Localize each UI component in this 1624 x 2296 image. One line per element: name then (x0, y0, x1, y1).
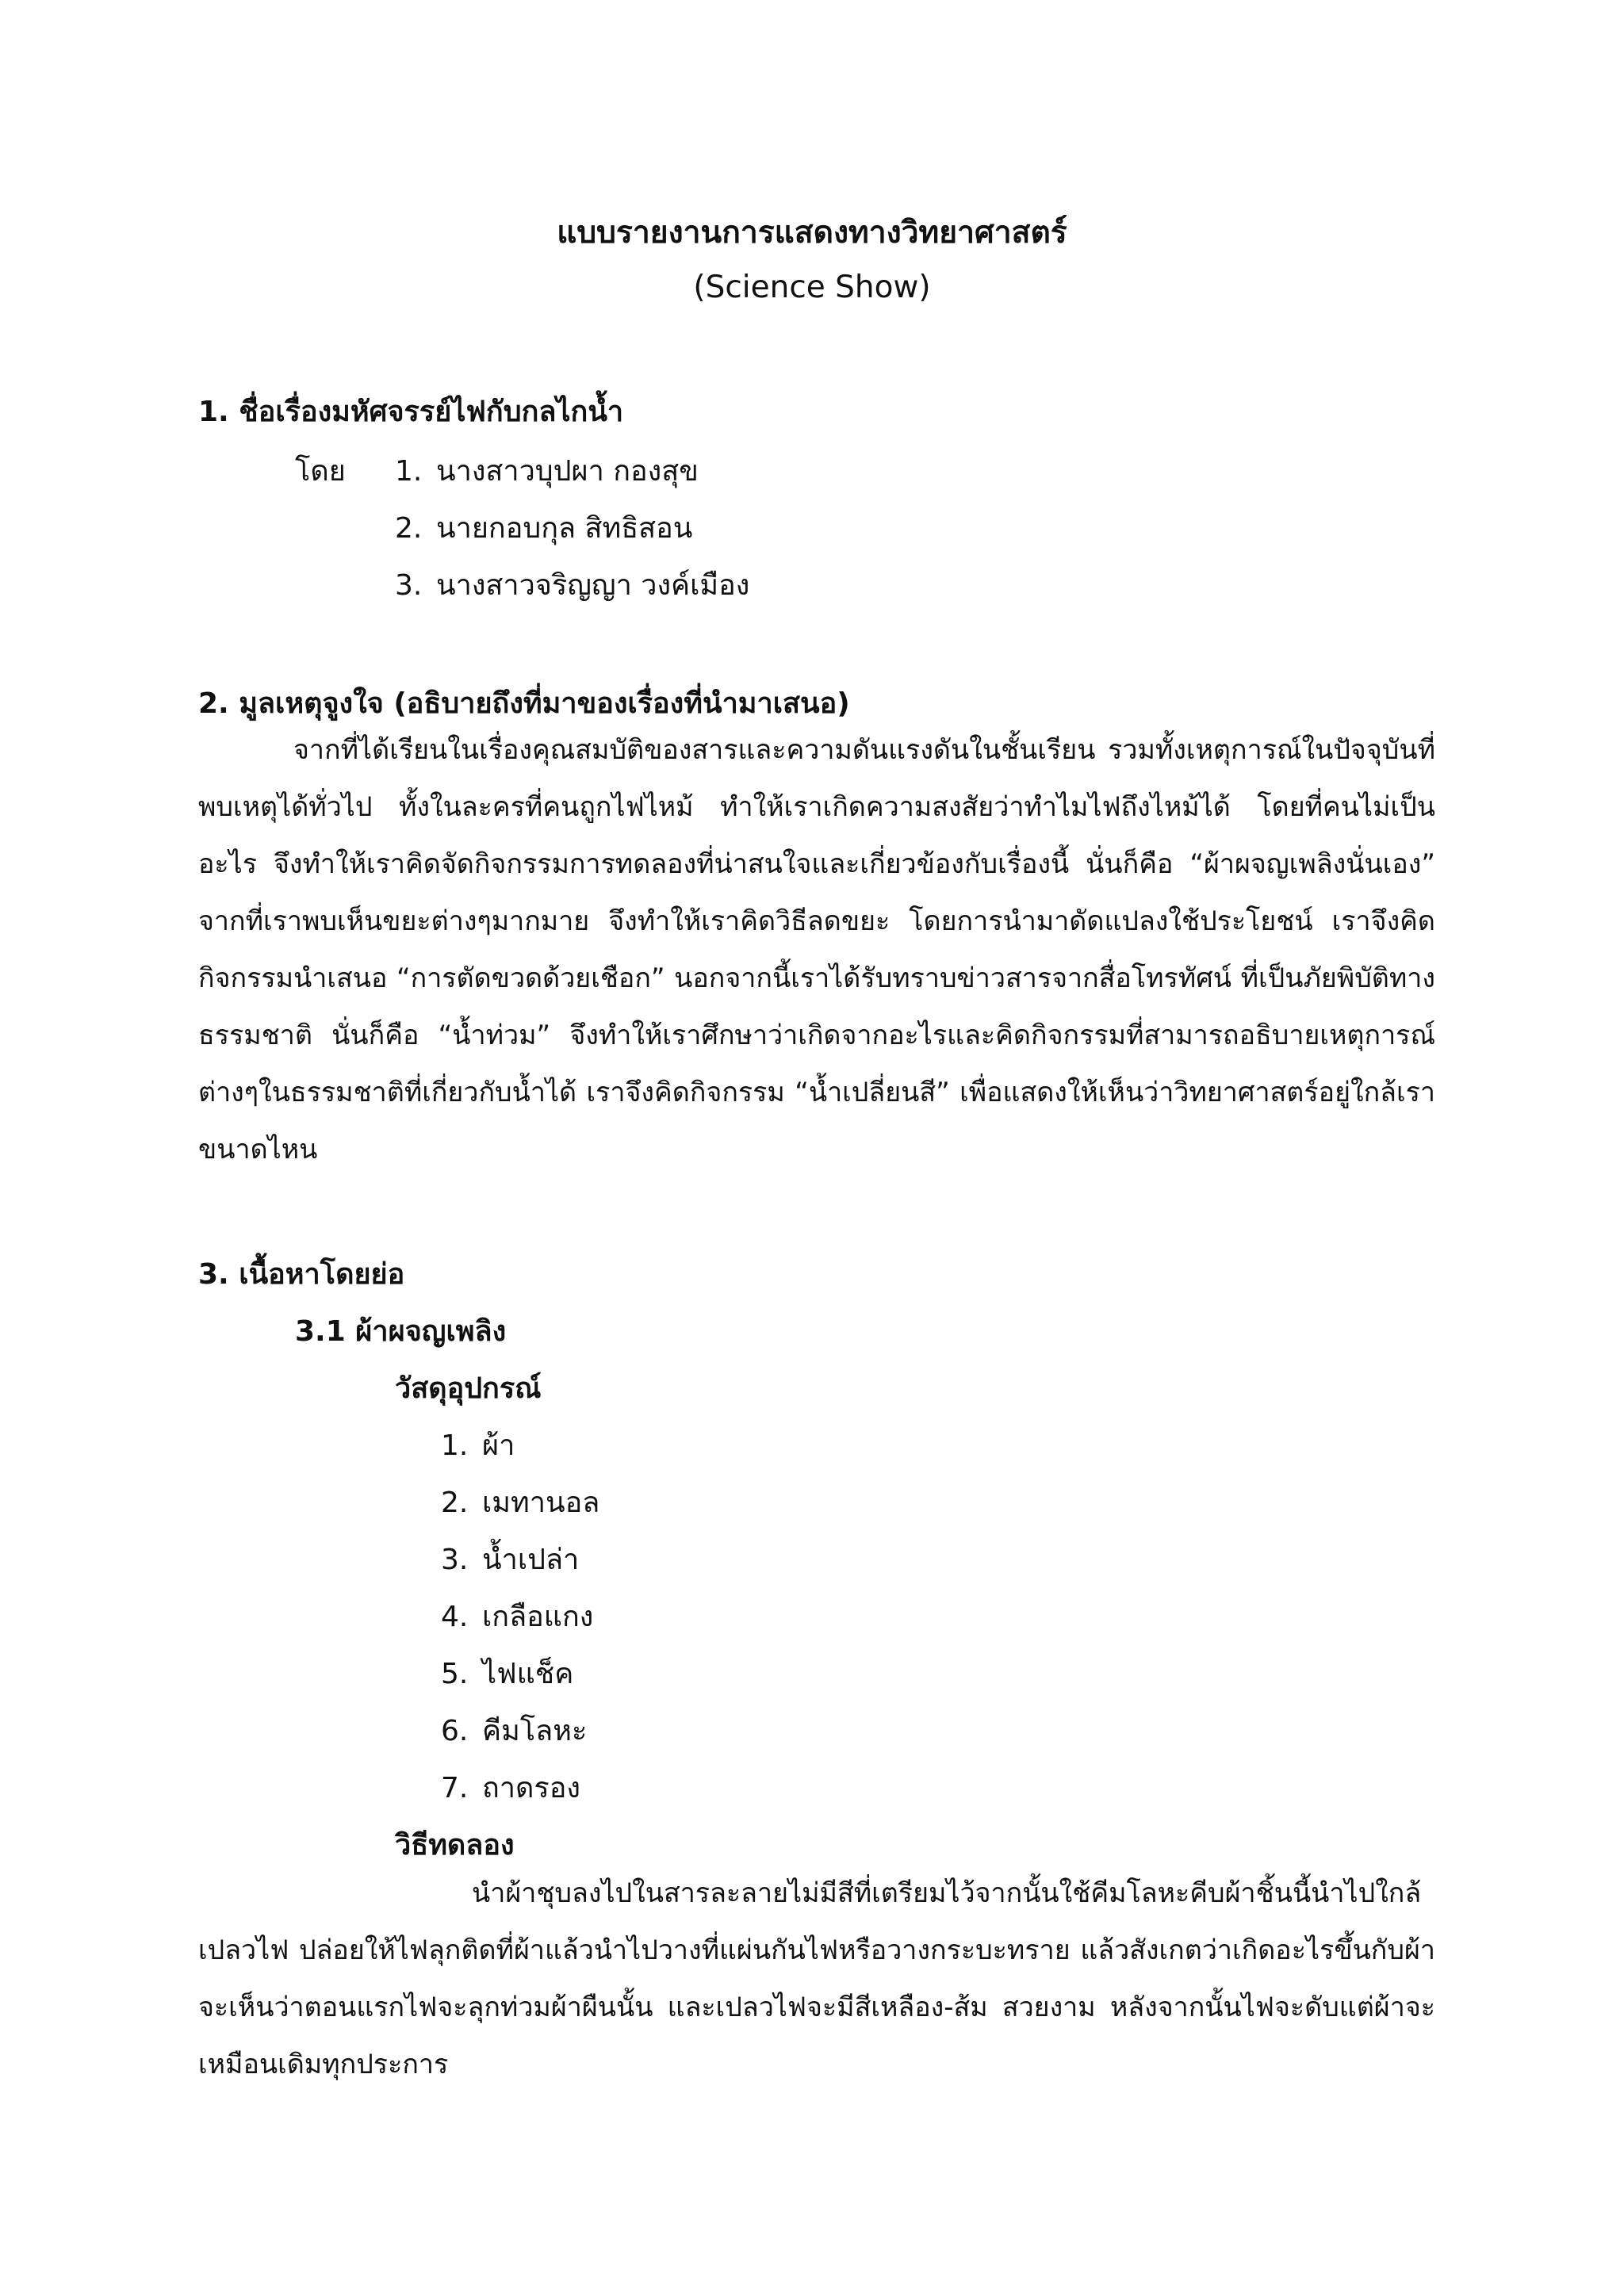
material-name: เกลือแกง (482, 1601, 594, 1633)
material-number: 3. (441, 1544, 469, 1576)
material-number: 4. (441, 1601, 469, 1633)
document-title: แบบรายงานการแสดงทางวิทยาศาสตร์ (557, 215, 1067, 251)
material-item (441, 1594, 593, 1639)
material-name: ถาดรอง (482, 1772, 580, 1804)
section2-heading: 2. มูลเหตุจูงใจ (อธิบายถึงที่มาของเรื่องที่นำมาเสนอ) (198, 687, 850, 720)
material-item (441, 1536, 579, 1582)
section3-heading: 3. เนื้อหาโดยย่อ (198, 1258, 405, 1291)
material-item (441, 1708, 587, 1753)
document-subtitle: (Science Show) (693, 270, 931, 305)
material-item (441, 1765, 580, 1810)
material-item (441, 1651, 573, 1696)
subsection-3-1-heading: 3.1 ผ้าผจญเพลิง (295, 1315, 507, 1348)
method-heading: วิธีทดลอง (395, 1829, 515, 1862)
material-number: 1. (441, 1429, 469, 1462)
author-number: 2. (395, 512, 423, 545)
author-name: นายกอบกุล สิทธิสอน (436, 512, 693, 545)
author-2 (395, 505, 692, 550)
materials-heading: วัสดุอุปกรณ์ (395, 1372, 542, 1405)
material-name: ไฟแช็ค (482, 1658, 574, 1690)
author-number: 1. (395, 455, 423, 488)
author-1 (395, 448, 699, 493)
material-name: เมทานอล (482, 1487, 600, 1519)
material-name: คีมโลหะ (482, 1715, 588, 1747)
material-number: 6. (441, 1715, 469, 1747)
material-item (441, 1422, 515, 1468)
method-paragraph: นำผ้าชุบลงไปในสารละลายไม่มีสีที่เตรียมไว้จากนั้นใช้คีมโลหะคีบผ้าชิ้นนี้นำไปใกล้เปลวไฟ ปล่อยให้ไฟลุกติดที่ผ้าแล้วนำไปวางที่แผ่นกันไฟหรือวางกระบะทราย แล้วสังเกตว่าเกิดอะไรขึ้นกับผ้า จะเห็นว่าตอนแรกไฟจะลุกท่วมผ้าผืนนั้น และเปลวไฟจะมีสีเหลือง-ส้ม สวยงาม หลังจากนั้นไฟจะดับแต่ผ้าจะเหมือนเดิมทุกประการ (198, 1877, 1435, 2080)
author-name: นางสาวจริญญา วงค์เมือง (436, 569, 750, 602)
material-name: ผ้า (482, 1429, 515, 1462)
author-3 (395, 562, 749, 607)
method-body (198, 1865, 1435, 2093)
material-number: 2. (441, 1487, 469, 1519)
material-item (441, 1479, 599, 1525)
material-number: 5. (441, 1658, 469, 1690)
material-name: น้ำเปล่า (482, 1544, 580, 1576)
author-name: นางสาวบุปผา กองสุข (436, 455, 699, 488)
material-number: 7. (441, 1772, 469, 1804)
section1-heading: 1. ชื่อเรื่องมหัศจรรย์ไฟกับกลไกน้ำ (198, 396, 624, 428)
author-number: 3. (395, 569, 423, 602)
by-label: โดย (295, 455, 346, 488)
section2-body (198, 721, 1435, 1178)
motivation-paragraph: จากที่ได้เรียนในเรื่องคุณสมบัติของสารและความดันแรงดันในชั้นเรียน รวมทั้งเหตุการณ์ในปัจจุบันที่พบเหตุได้ทั่วไป ทั้งในละครที่คนถูกไฟไหม้ ทำให้เราเกิดความสงสัยว่าทำไมไฟถึงไหม้ได้ โดยที่คนไม่เป็นอะไร จึงทำให้เราคิดจัดกิจกรรมการทดลองที่น่าสนใจและเกี่ยวข้องกับเรื่องนี้ นั่นก็คือ “ผ้าผจญเพลิงนั่นเอง” จากที่เราพบเห็นขยะต่างๆมากมาย จึงทำให้เราคิดวิธีลดขยะ โดยการนำมาดัดแปลงใช้ประโยชน์ เราจึงคิดกิจกรรมนำเสนอ “การตัดขวดด้วยเชือก” นอกจากนี้เราได้รับทราบข่าวสารจากสื่อโทรทัศน์ ที่เป็นภัยพิบัติทางธรรมชาติ นั่นก็คือ “น้ำท่วม” จึงทำให้เราศึกษาว่าเกิดจากอะไรและคิดกิจกรรมที่สามารถอธิบายเหตุการณ์ต่างๆในธรรมชาติที่เกี่ยวกับน้ำได้ เราจึงคิดกิจกรรม “น้ำเปลี่ยนสี” เพื่อแสดงให้เห็นว่าวิทยาศาสตร์อยู่ใกล้เราขนาดไหน (198, 734, 1435, 1165)
